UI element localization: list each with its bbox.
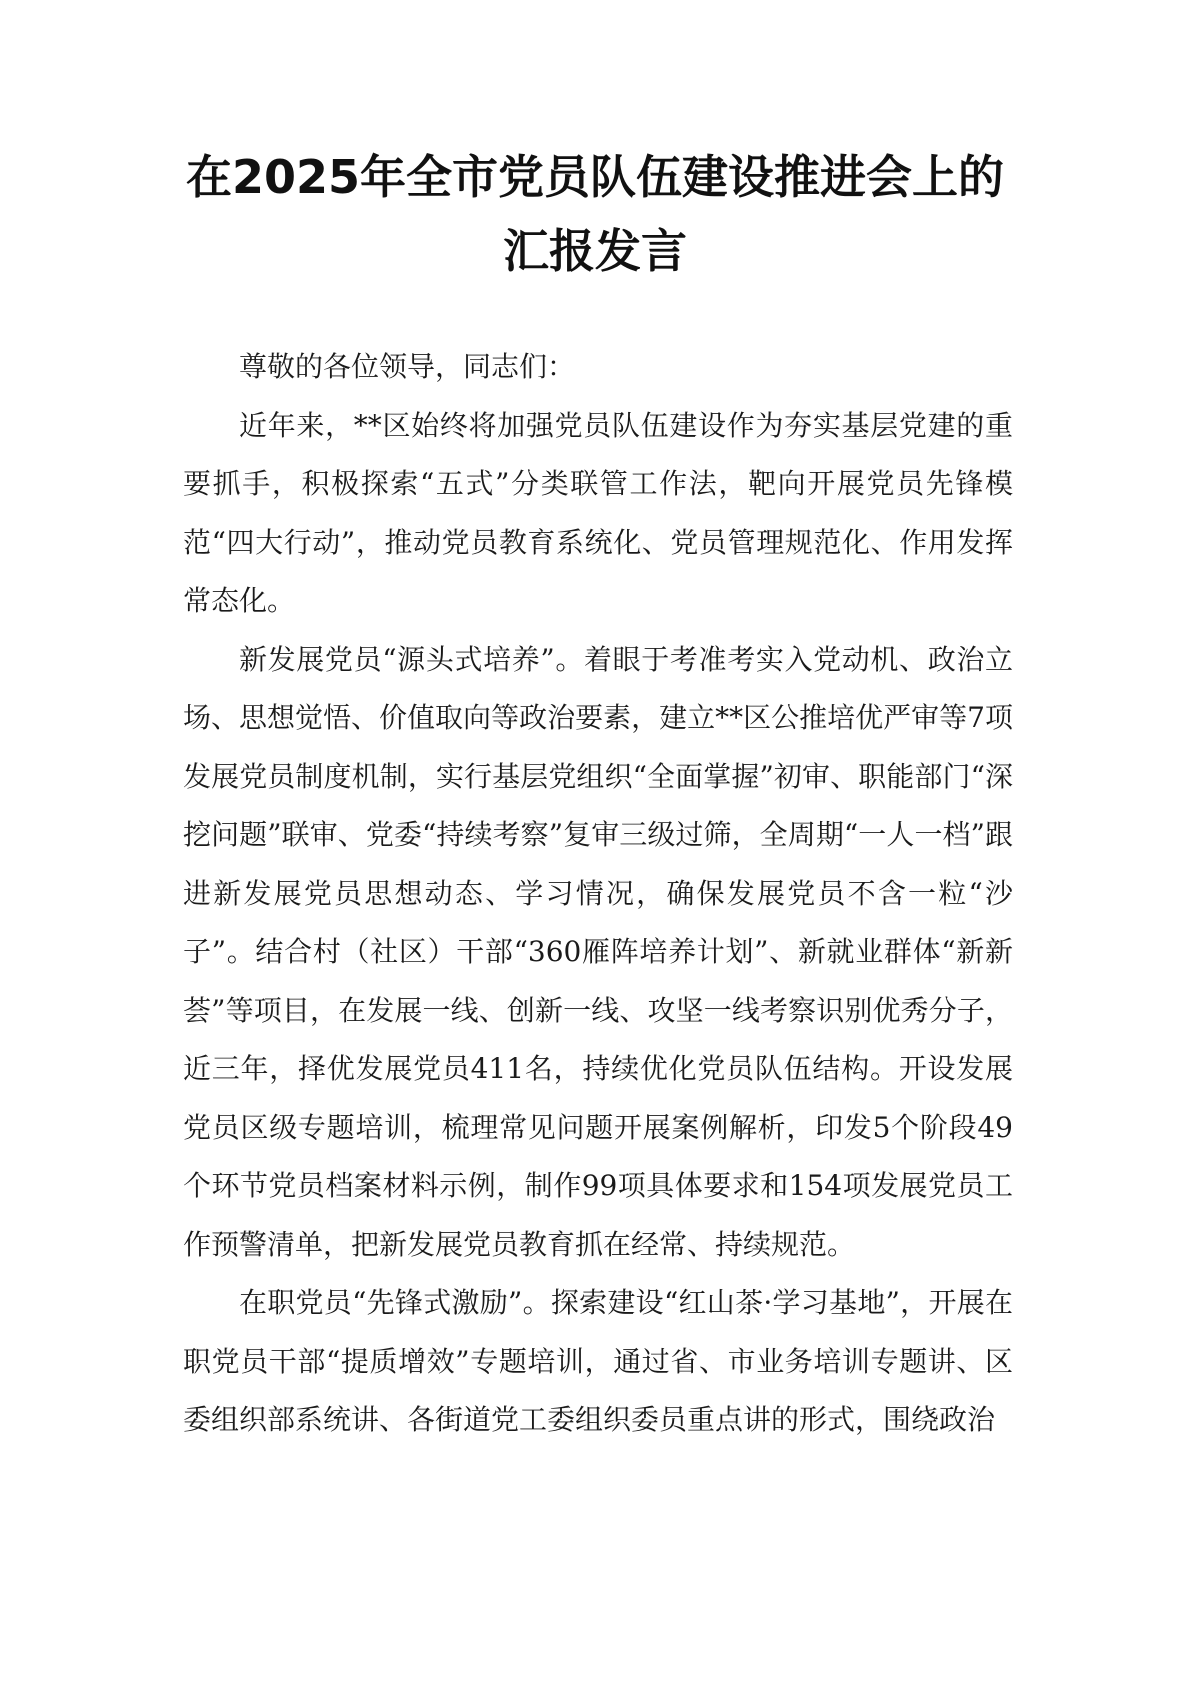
paragraph-intro: 近年来，**区始终将加强党员队伍建设作为夯实基层党建的重要抓手，积极探索“五式”分类联管工作法，靶向开展党员先锋模范“四大行动”，推动党员教育系统化、党员管理规范化、作用发挥常态化。 (183, 408, 1013, 617)
document-title: 在2025年全市党员队伍建设推进会上的汇报发言 (185, 150, 1005, 278)
document-body (183, 338, 1013, 1450)
paragraph-new-members: 新发展党员“源头式培养”。着眼于考准考实入党动机、政治立场、思想觉悟、价值取向等政治要素，建立**区公推培优严审等7项发展党员制度机制，实行基层党组织“全面掌握”初审、职能部门“深挖问题”联审、党委“持续考察”复审三级过筛，全周期“一人一档”跟进新发展党员思想动态、学习情况，确保发展党员不含一粒“沙子”。结合村（社区）干部“360雁阵培养计划”、新就业群体“新新荟”等项目，在发展一线、创新一线、攻坚一线考察识别优秀分子，近三年，择优发展党员411名，持续优化党员队伍结构。开设发展党员区级专题培训，梳理常见问题开展案例解析，印发5个阶段49个环节党员档案材料示例，制作99项具体要求和154项发展党员工作预警清单，把新发展党员教育抓在经常、持续规范。 (183, 642, 1013, 1261)
salutation: 尊敬的各位领导，同志们： (239, 350, 576, 383)
paragraph-in-service-members: 在职党员“先锋式激励”。探索建设“红山茶·学习基地”，开展在职党员干部“提质增效”专题培训，通过省、市业务培训专题讲、区委组织部系统讲、各街道党工委组织委员重点讲的形式，围绕政治 (183, 1286, 1013, 1436)
